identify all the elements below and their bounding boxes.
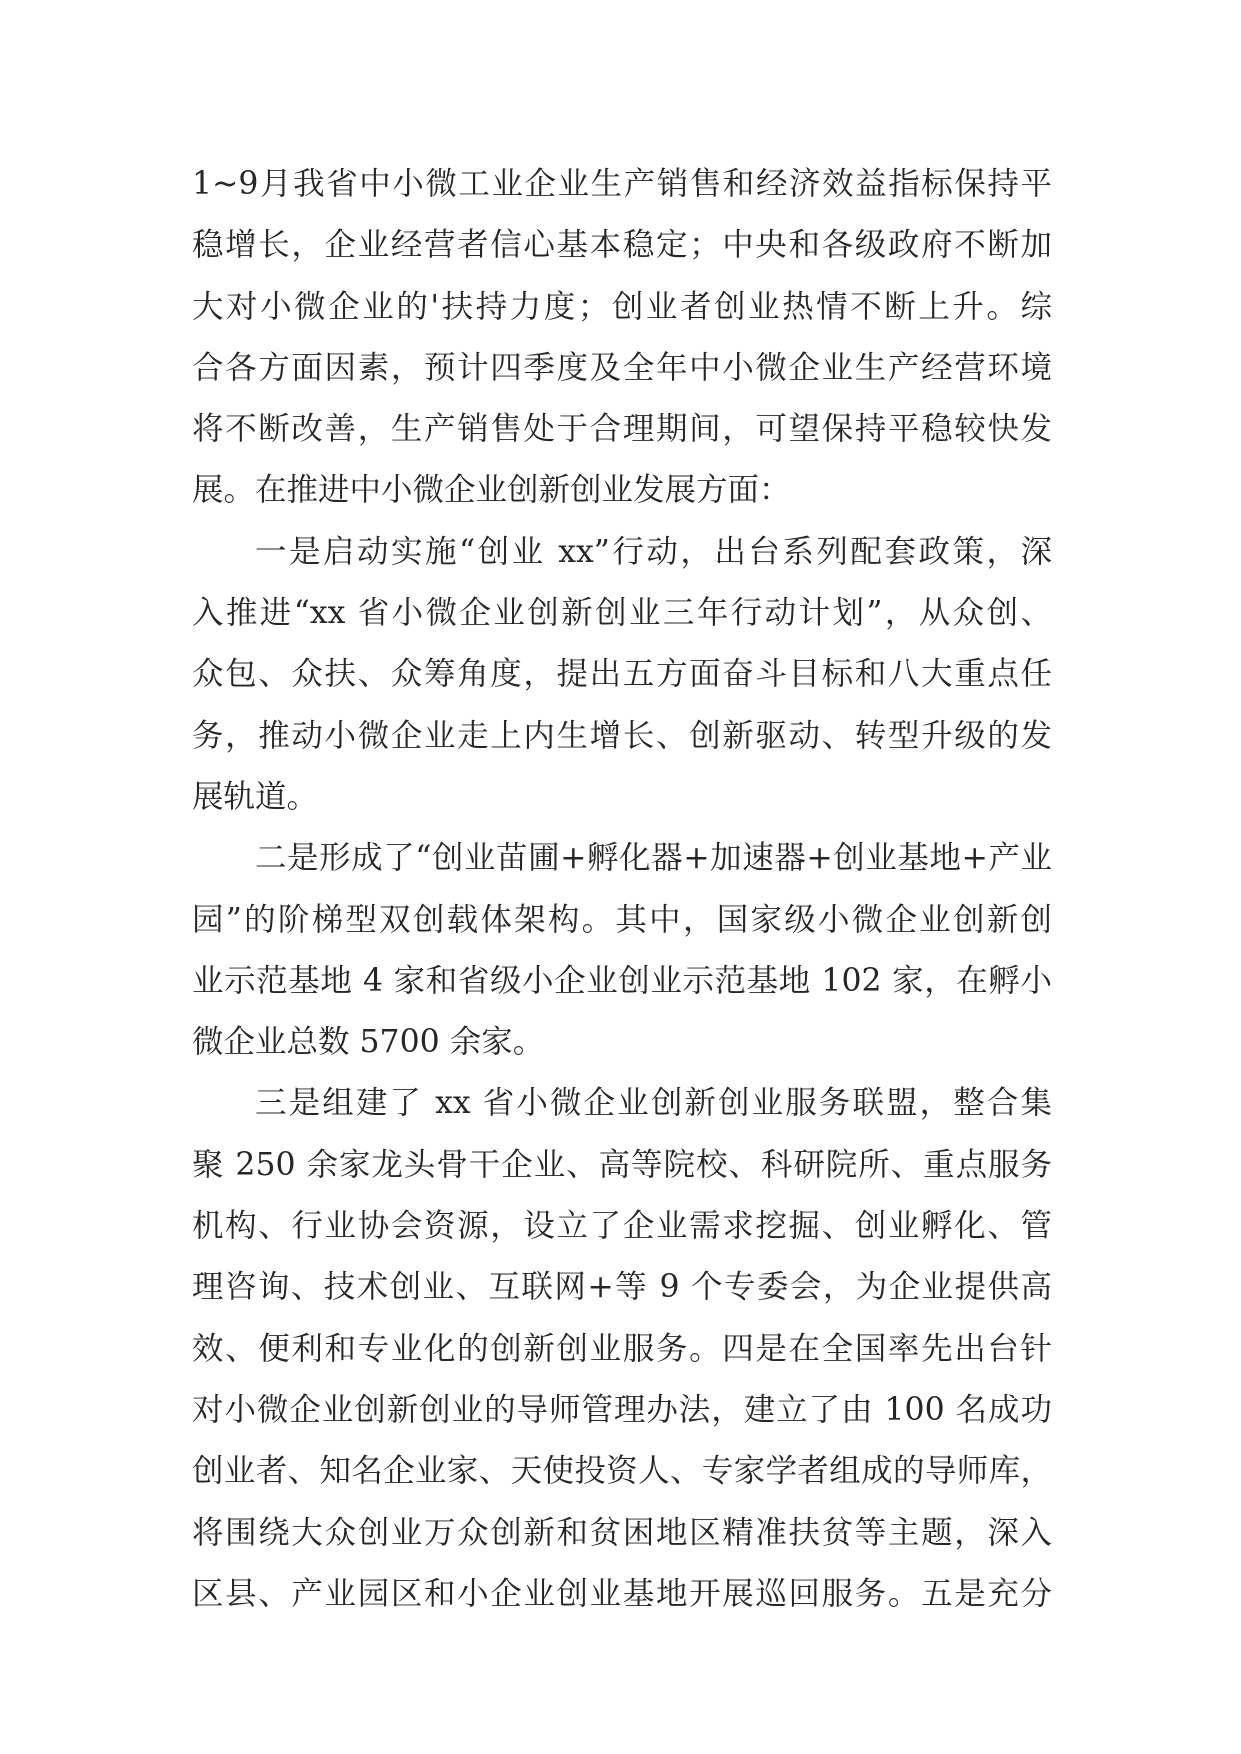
text-line: 聚 250 余家龙头骨干企业、高等院校、科研院所、重点服务 [192,1146,1052,1183]
text-line: 稳增长，企业经营者信心基本稳定；中央和各级政府不断加 [192,227,1052,264]
text-line: 创业者、知名企业家、天使投资人、专家学者组成的导师库， [192,1453,1052,1490]
text-line: 1~9月我省中小微工业企业生产销售和经济效益指标保持平 [192,166,1052,202]
text-line: 合各方面因素，预计四季度及全年中小微企业生产经营环境 [192,349,1052,386]
text-line: 理咨询、技术创业、互联网+等 9 个专委会，为企业提供高 [192,1269,1052,1306]
text-line: 园”的阶梯型双创载体架构。其中，国家级小微企业创新创 [192,901,1052,938]
text-line: 机构、行业协会资源，设立了企业需求挖掘、创业孵化、管 [192,1208,1052,1245]
text-line: 对小微企业创新创业的导师管理办法，建立了由 100 名成功 [192,1391,1052,1428]
text-line: 效、便利和专业化的创新创业服务。四是在全国率先出台针 [192,1330,1052,1367]
text-line: 入推进“xx 省小微企业创新创业三年行动计划”，从众创、 [192,595,1052,632]
text-line: 务，推动小微企业走上内生增长、创新驱动、转型升级的发 [192,717,1052,754]
text-line: 二是形成了“创业苗圃+孵化器+加速器+创业基地+产业 [255,840,1052,877]
text-line: 区县、产业园区和小企业创业基地开展巡回服务。五是充分 [192,1575,1052,1612]
text-line: 大对小微企业的'扶持力度；创业者创业热情不断上升。综 [192,288,1052,325]
text-line: 众包、众扶、众筹角度，提出五方面奋斗目标和八大重点任 [192,656,1052,693]
text-line: 一是启动实施“创业 xx”行动，出台系列配套政策，深 [255,533,1052,570]
text-line: 展轨道。 [192,778,319,815]
text-line: 三是组建了 xx 省小微企业创新创业服务联盟，整合集 [255,1085,1052,1122]
text-line: 业示范基地 4 家和省级小企业创业示范基地 102 家，在孵小 [192,962,1052,999]
body-text [192,154,1052,1625]
text-line: 将不断改善，生产销售处于合理期间，可望保持平稳较快发 [192,411,1052,448]
text-line: 微企业总数 5700 余家。 [192,1024,545,1061]
text-line: 展。在推进中小微企业创新创业发展方面： [192,472,791,509]
text-line: 将围绕大众创业万众创新和贫困地区精准扶贫等主题，深入 [192,1514,1052,1551]
